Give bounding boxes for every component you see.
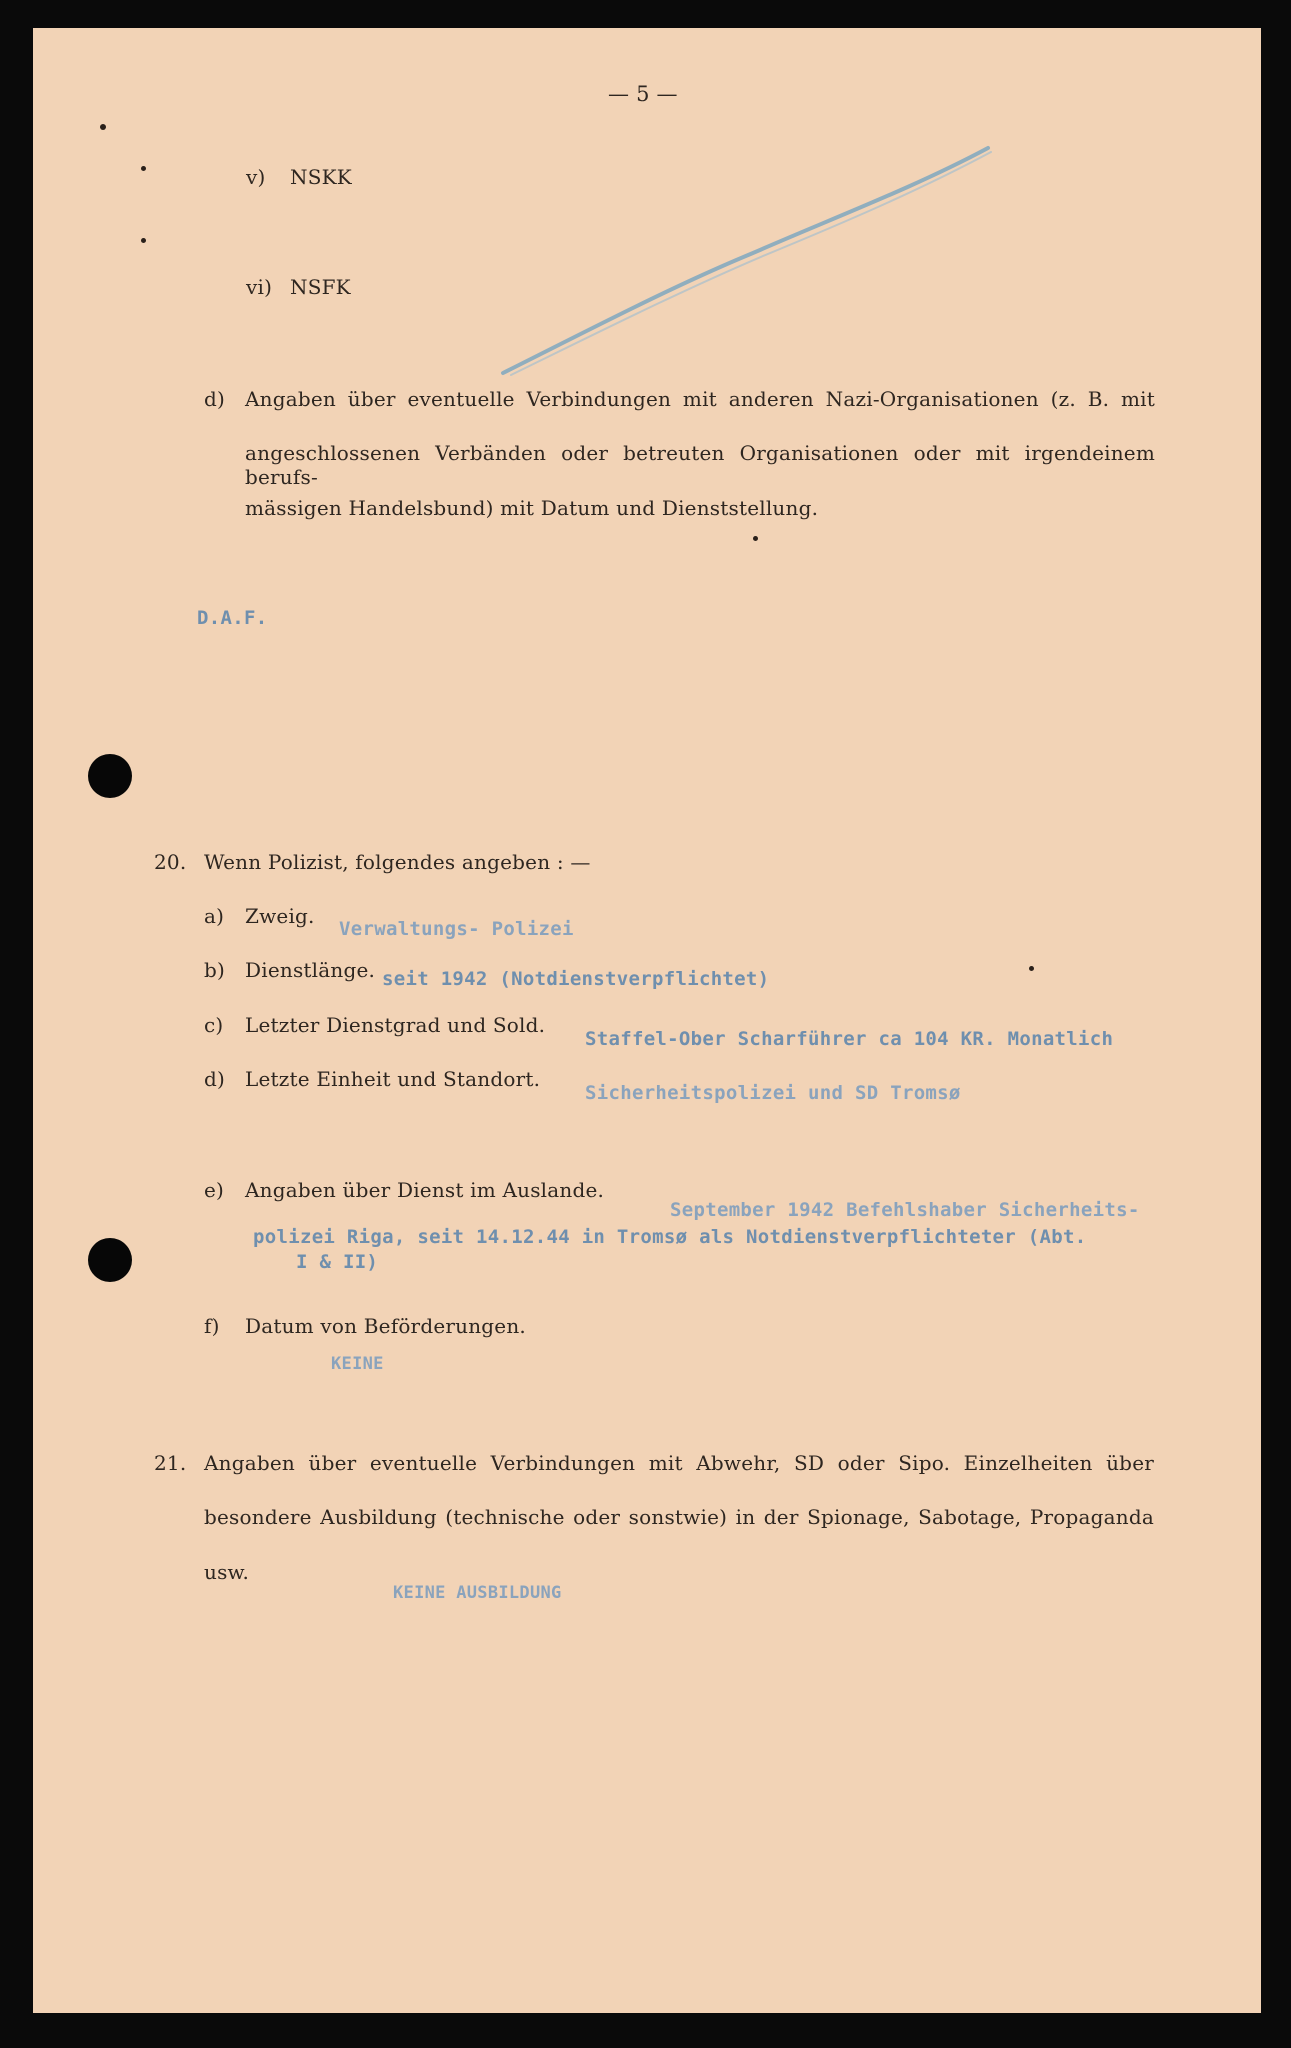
item-20e-label: e) — [204, 1178, 225, 1202]
item-20d-text: Letzte Einheit und Standort. — [245, 1067, 541, 1091]
speck — [100, 124, 106, 130]
section-21-line-2: besondere Ausbildung (technische oder sonstwie) in der Spionage, Sabotage, Propaganda — [204, 1505, 1154, 1529]
page-number: — 5 — — [608, 82, 678, 106]
answer-20e-line-2: polizei Riga, seit 14.12.44 in Tromsø als Notdienstverpflichteter (Abt. — [253, 1226, 1087, 1248]
answer-20e-line-3: I & II) — [296, 1251, 379, 1273]
item-d-line-3: mässigen Handelsbund) mit Datum und Dienststellung. — [245, 496, 819, 520]
item-20f-label: f) — [204, 1314, 220, 1338]
speck — [1029, 966, 1034, 971]
section-21-line-1: Angaben über eventuelle Verbindungen mit Abwehr, SD oder Sipo. Einzelheiten über — [204, 1451, 1154, 1475]
item-20f-text: Datum von Beförderungen. — [245, 1314, 526, 1338]
item-label-v: v) — [246, 165, 266, 189]
answer-20d: Sicherheitspolizei und SD Tromsø — [585, 1082, 961, 1104]
document-page — [33, 28, 1261, 2013]
item-text-nskk: NSKK — [290, 165, 352, 189]
answer-20a: Verwaltungs- Polizei — [339, 918, 574, 940]
speck — [753, 536, 758, 541]
speck — [141, 238, 146, 243]
item-20a-label: a) — [204, 904, 225, 928]
item-20c-text: Letzter Dienstgrad und Sold. — [245, 1013, 546, 1037]
item-d-line-2: angeschlossenen Verbänden oder betreuten Organisationen oder mit irgendeinem berufs- — [245, 441, 1155, 489]
punch-hole-bottom — [88, 1238, 132, 1282]
answer-20e-line-1: September 1942 Befehlshaber Sicherheits- — [670, 1199, 1140, 1221]
item-20a-text: Zweig. — [245, 904, 315, 928]
item-text-nsfk: NSFK — [290, 275, 351, 299]
answer-21: KEINE AUSBILDUNG — [393, 1583, 562, 1603]
answer-20c: Staffel-Ober Scharführer ca 104 KR. Monatlich — [585, 1028, 1114, 1050]
item-label-vi: vi) — [246, 275, 273, 299]
speck — [141, 166, 146, 171]
section-21-line-3: usw. — [204, 1560, 250, 1584]
punch-hole-top — [88, 754, 132, 798]
item-20d-label: d) — [204, 1067, 226, 1091]
answer-daf: D.A.F. — [197, 607, 268, 629]
section-20-number: 20. — [154, 850, 187, 874]
item-20b-label: b) — [204, 958, 226, 982]
item-20c-label: c) — [204, 1013, 224, 1037]
item-20b-text: Dienstlänge. — [245, 958, 376, 982]
item-label-d: d) — [204, 387, 226, 411]
section-21-number: 21. — [154, 1451, 187, 1475]
section-20-heading: Wenn Polizist, folgendes angeben : — — [204, 850, 591, 874]
answer-20f: KEINE — [331, 1354, 384, 1374]
item-20e-text: Angaben über Dienst im Auslande. — [245, 1178, 605, 1202]
item-d-line-1: Angaben über eventuelle Verbindungen mit anderen Nazi-Organisationen (z. B. mit — [245, 387, 1155, 411]
answer-20b: seit 1942 (Notdienstverpflichtet) — [382, 968, 770, 990]
